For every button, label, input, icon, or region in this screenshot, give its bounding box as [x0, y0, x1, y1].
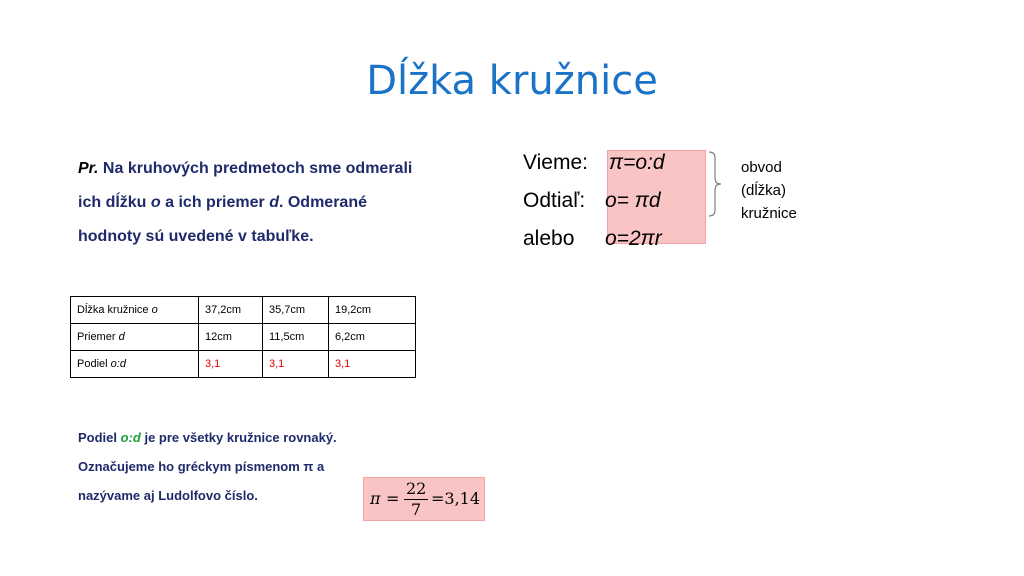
equals-sign: = — [386, 489, 400, 508]
table-cell: 6,2cm — [329, 324, 416, 351]
pi-value: =3,14 — [431, 489, 481, 508]
ratio-variable: o:d — [120, 430, 141, 445]
table-row — [71, 351, 416, 378]
intro-var-o: o — [150, 194, 161, 211]
formula-row — [523, 220, 662, 258]
table-cell: 37,2cm — [199, 297, 263, 324]
formula-label: Odtiaľ: — [523, 189, 586, 212]
note-line: (dĺžka) — [741, 182, 787, 199]
table-cell: 11,5cm — [263, 324, 329, 351]
table-cell-label: Dĺžka kružnice o — [71, 297, 199, 324]
formula-label: Vieme: — [523, 151, 588, 174]
intro-lead: Pr. — [78, 160, 99, 177]
note-line: obvod — [741, 159, 782, 176]
fraction-denominator: 7 — [411, 500, 422, 519]
intro-paragraph — [78, 152, 418, 254]
measurement-table — [70, 296, 416, 378]
formula-label: alebo — [523, 227, 575, 250]
brace-note — [741, 156, 797, 225]
intro-var-d: d — [269, 194, 279, 211]
table-cell: 19,2cm — [329, 297, 416, 324]
pi-approximation-formula — [363, 477, 485, 521]
pi-symbol: π — [370, 489, 381, 508]
formula-row — [523, 144, 665, 182]
conclusion-paragraph — [78, 423, 378, 510]
right-brace-icon — [707, 151, 723, 217]
table-cell: 35,7cm — [263, 297, 329, 324]
table-cell-label: Priemer d — [71, 324, 199, 351]
intro-text-2: a ich priemer — [160, 194, 270, 211]
formula-expression: o=2πr — [605, 227, 662, 250]
note-line: kružnice — [741, 205, 797, 222]
conclusion-line-2: Označujeme ho gréckym písmenom π a nazývame aj Ludolfovo číslo. — [78, 459, 325, 503]
table-row — [71, 324, 416, 351]
table-cell-ratio: 3,1 — [263, 351, 329, 378]
formula-row — [523, 182, 661, 220]
intro-text-3: . Odmerané hodnoty sú uvedené v tabuľke. — [78, 194, 367, 245]
formula-block — [523, 144, 665, 258]
table-cell-label: Podiel o:d — [71, 351, 199, 378]
formula-expression: o= πd — [605, 189, 661, 212]
table-cell: 12cm — [199, 324, 263, 351]
conclusion-line-1: Podiel o:d je pre všetky kružnice rovnaký. — [78, 430, 337, 445]
slide-title: Dĺžka kružnice — [366, 58, 658, 104]
formula-expression: π=o:d — [609, 151, 665, 174]
intro-text-1: Na kruhových predmetoch sme odmerali ich dĺžku — [78, 160, 413, 211]
table-row — [71, 297, 416, 324]
fraction-numerator: 22 — [406, 479, 427, 498]
table-cell-ratio: 3,1 — [199, 351, 263, 378]
table-cell-ratio: 3,1 — [329, 351, 416, 378]
